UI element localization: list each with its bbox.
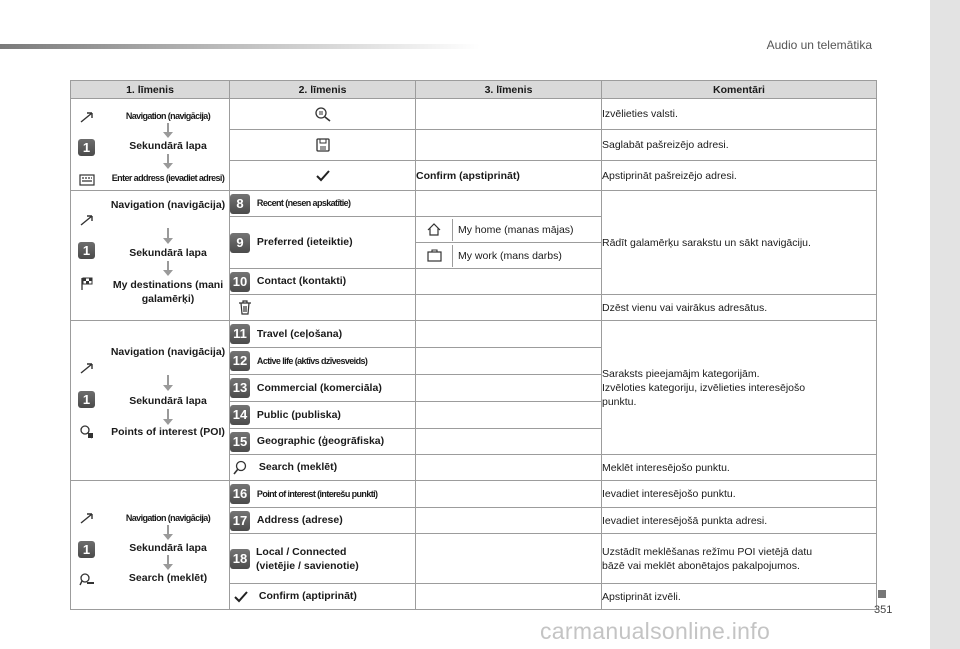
comment-cell: Saglabāt pašreizējo adresi.	[602, 130, 877, 161]
page-marker	[878, 590, 886, 598]
poi-cell	[230, 481, 416, 508]
level2-points-of-interest: Points of interest (POI)	[111, 426, 225, 438]
down-arrow-icon	[163, 123, 173, 138]
step-badge: 13	[230, 378, 250, 398]
level2-navigation: Navigation (navigācija)	[125, 513, 211, 523]
address-cell	[230, 508, 416, 534]
step-badge: 18	[230, 549, 250, 569]
level2-navigation: Navigation (navigācija)	[110, 346, 226, 358]
table-header-row	[71, 81, 877, 99]
level2-label: Geographic (ģeogrāfiska)	[256, 435, 385, 448]
empty-cell	[416, 191, 602, 217]
comment-line: bāzē vai meklēt abonētajos pakalpojumos.	[602, 559, 800, 572]
preferred-cell	[230, 217, 416, 269]
comment-line: punktu.	[602, 395, 637, 408]
down-arrow-icon	[163, 409, 173, 425]
page-number: 351	[874, 604, 893, 616]
empty-cell	[416, 375, 602, 402]
public-cell	[230, 402, 416, 429]
local-connected-cell	[230, 534, 416, 584]
page-edge-strip	[930, 0, 960, 649]
home-icon	[416, 219, 453, 241]
contact-cell	[230, 269, 416, 295]
header-gradient-bar	[0, 44, 480, 49]
search-cell	[230, 455, 416, 481]
comment-line: Uzstādīt meklēšanas režīmu POI vietējā datu	[602, 545, 813, 558]
table-row	[71, 481, 877, 508]
step-badge: 17	[230, 511, 250, 531]
level2-label: Travel (ceļošana)	[256, 327, 343, 340]
level2-label: Recent (nesen apskatītie)	[256, 198, 351, 209]
step-badge: 11	[230, 324, 250, 344]
destination-flag-icon	[79, 277, 95, 291]
level2-my-destinations: My destinations (mani galamērķi)	[112, 279, 224, 305]
level2-label: Active life (aktīvs dzīvesveids)	[256, 355, 368, 366]
comment-cell: Apstiprināt pašreizējo adresi.	[602, 161, 877, 191]
flag-search-icon	[314, 106, 332, 122]
empty-cell	[416, 348, 602, 375]
save-cell	[230, 130, 416, 161]
check-cell	[230, 161, 416, 191]
comment-cell: Meklēt interesējošo punktu.	[602, 455, 877, 481]
level2-label: Search (meklēt)	[258, 461, 338, 474]
level1-badge: 1	[78, 391, 95, 408]
comment-cell	[602, 534, 877, 584]
level2-label: Point of interest (interešu punkti)	[256, 488, 378, 499]
label-line: (vietējie / savienotie)	[256, 559, 359, 572]
column-header-level1: 1. līmenis	[71, 81, 230, 99]
down-arrow-icon	[163, 555, 173, 570]
step-badge: 12	[230, 351, 250, 371]
travel-cell	[230, 321, 416, 348]
level1-badge: 1	[78, 541, 95, 558]
level1-badge: 1	[78, 242, 95, 259]
comment-line: Izvēloties kategoriju, izvēlieties interesējošo	[602, 381, 806, 394]
save-icon	[315, 137, 331, 153]
level2-label: Confirm (aptiprināt)	[258, 590, 357, 603]
empty-cell	[416, 508, 602, 534]
group2-level1-cell	[71, 191, 230, 321]
geographic-cell	[230, 429, 416, 455]
search-abc-icon	[79, 573, 95, 587]
level2-secondary-page: Sekundārā lapa	[129, 395, 207, 407]
trash-cell	[230, 295, 416, 321]
level2-navigation: Navigation (navigācija)	[110, 199, 226, 211]
navigation-arrow-icon	[79, 511, 95, 525]
down-arrow-icon	[163, 228, 173, 244]
commercial-cell	[230, 375, 416, 402]
down-arrow-icon	[163, 154, 173, 169]
group1-level1-cell	[71, 99, 230, 191]
level2-navigation: Navigation (navigācija)	[125, 111, 211, 121]
label-line: Local / Connected	[256, 545, 347, 558]
level2-label: Public (publiska)	[256, 408, 341, 421]
navigation-arrow-icon	[79, 361, 95, 375]
empty-cell	[416, 534, 602, 584]
navigation-arrow-icon	[79, 110, 95, 124]
level3-cell	[416, 130, 602, 161]
empty-cell	[416, 269, 602, 295]
down-arrow-icon	[163, 525, 173, 540]
group4-level1-cell	[71, 481, 230, 610]
empty-cell	[416, 584, 602, 610]
search-icon	[232, 460, 248, 476]
step-badge: 8	[230, 194, 250, 214]
column-header-level2: 2. līmenis	[230, 81, 416, 99]
section-title: Audio un telemātika	[766, 38, 872, 52]
keyboard-icon	[79, 173, 95, 187]
step-badge: 16	[230, 484, 250, 504]
group1-level2-stack	[107, 99, 229, 191]
level3-cell: Confirm (apstiprināt)	[416, 161, 602, 191]
step-badge: 10	[230, 272, 250, 292]
level2-search: Search (meklēt)	[128, 572, 208, 584]
group3-level1-cell	[71, 321, 230, 481]
active-life-cell	[230, 348, 416, 375]
empty-cell	[416, 402, 602, 429]
my-home-label: My home (manas mājas)	[458, 223, 574, 236]
comment-cell: Ievadiet interesējošo punktu.	[602, 481, 877, 508]
level2-label	[256, 545, 359, 573]
empty-cell	[416, 429, 602, 455]
table-row	[71, 321, 877, 348]
empty-cell	[416, 455, 602, 481]
level2-enter-address: Enter address (ievadiet adresi)	[111, 173, 225, 183]
navigation-arrow-icon	[79, 213, 95, 227]
poi-search-icon	[79, 425, 95, 439]
comment-cell: Ievadiet interesējošā punkta adresi.	[602, 508, 877, 534]
trash-icon	[238, 300, 252, 315]
group3-level2-stack	[107, 321, 229, 479]
group2-level2-stack	[107, 191, 229, 313]
check-icon	[316, 170, 330, 182]
my-home-cell	[416, 217, 602, 243]
navigation-menu-table	[70, 80, 877, 610]
step-badge: 15	[230, 432, 250, 452]
column-header-comments: Komentāri	[602, 81, 877, 99]
shared-comment-cell: Rādīt galamērķu sarakstu un sākt navigāciju.	[602, 191, 877, 295]
empty-cell	[416, 481, 602, 508]
group4-level2-stack	[107, 481, 229, 611]
level2-secondary-page: Sekundārā lapa	[129, 140, 207, 152]
down-arrow-icon	[163, 261, 173, 276]
comment-cell: Apstiprināt izvēli.	[602, 584, 877, 610]
check-icon	[234, 591, 248, 603]
table-row	[71, 191, 877, 217]
level2-secondary-page: Sekundārā lapa	[129, 542, 207, 554]
comment-cell: Dzēst vienu vai vairākus adresātus.	[602, 295, 877, 321]
level2-secondary-page: Sekundārā lapa	[129, 247, 207, 259]
table-row	[71, 99, 877, 130]
level1-badge: 1	[78, 139, 95, 156]
step-badge: 9	[230, 233, 250, 253]
column-header-level3: 3. līmenis	[416, 81, 602, 99]
confirm-cell	[230, 584, 416, 610]
my-work-label: My work (mans darbs)	[458, 249, 562, 262]
empty-cell	[416, 295, 602, 321]
step-badge: 14	[230, 405, 250, 425]
level2-label: Address (adrese)	[256, 514, 343, 527]
level2-label: Commercial (komerciāla)	[256, 381, 382, 394]
level2-label: Preferred (ieteiktie)	[256, 236, 353, 249]
empty-cell	[416, 321, 602, 348]
level2-label: Contact (kontakti)	[256, 275, 347, 288]
down-arrow-icon	[163, 375, 173, 391]
comment-cell: Izvēlieties valsti.	[602, 99, 877, 130]
watermark: carmanualsonline.info	[540, 618, 771, 644]
level3-cell	[416, 99, 602, 130]
flag-search-cell	[230, 99, 416, 130]
work-icon	[416, 245, 453, 267]
comment-line: Saraksts pieejamājm kategorijām.	[602, 367, 760, 380]
recent-cell	[230, 191, 416, 217]
shared-comment-cell	[602, 321, 877, 455]
my-work-cell	[416, 243, 602, 269]
